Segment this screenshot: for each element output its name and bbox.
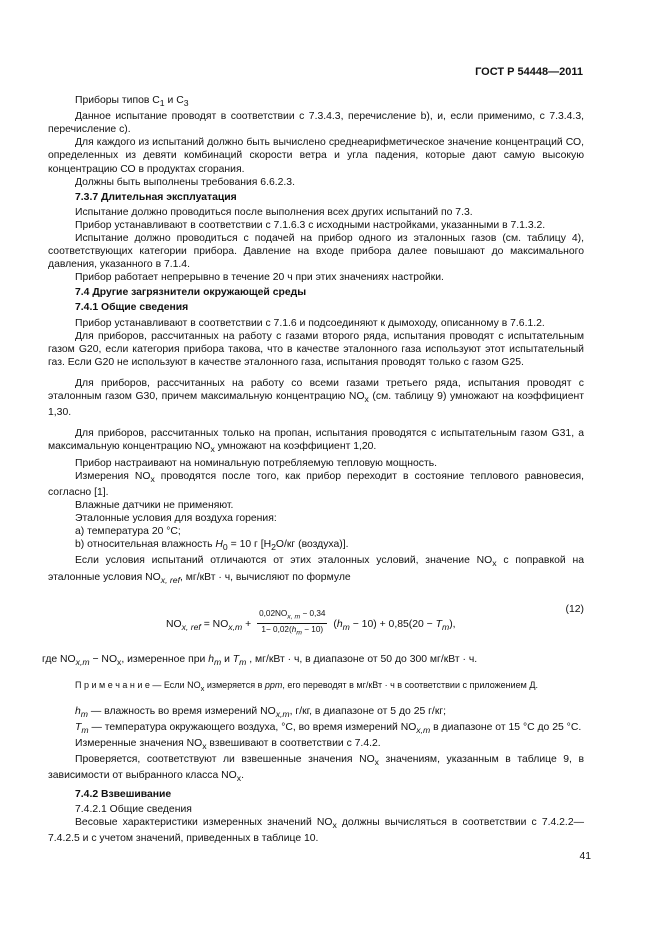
definition: $T_m$ — температура окружающего воздуха, °С, во время измерений $NO_{x,m}$ в диапазоне от 15 °С до 25 °С.: [75, 721, 582, 736]
page-content: [42, 94, 584, 845]
list-item: a) температура 20 °С;: [75, 526, 181, 538]
paragraph: Должны быть выполнены требования 6.6.2.3.: [75, 176, 295, 188]
formula-12: [48, 601, 584, 641]
paragraph: Приборы типов $C_1$ и $C_3$: [75, 95, 189, 109]
paragraph: Испытание должно проводиться с подачей на прибор одного из эталонных газов (см. таблицу 4), соответствующих категории прибора. Давление на входе прибора далее повышают до максимального давления, указанного в 7.1.4.: [48, 233, 584, 271]
definition: $h_m$ — влажность во время измерений $NO_{x,m}$, г/кг, в диапазоне от 5 до 25 г/кг;: [75, 705, 447, 719]
paragraph: Измеренные значения $NO_x$ взвешивают в соответствии с 7.4.2.: [75, 738, 381, 752]
paragraph: Для приборов, рассчитанных на работу с газами второго ряда, испытания проводят с испытательным газом G20, если категория прибора такова, что в качестве эталонного газа используют этот испытательный газ. Если G20 не используют в качестве эталонного газа, испытания проводят только с газом G25.: [48, 330, 584, 368]
page-number: 41: [579, 851, 591, 862]
paragraph: Весовые характеристики измеренных значений $NO_x$ должны вычисляться в соответствии с 7.4.2.2—7.4.2.5 и с учетом значений, приведенных в таблице 10.: [48, 816, 584, 845]
section-heading: 7.4 Другие загрязнители окружающей среды: [75, 287, 307, 299]
subsection-heading: 7.4.2.1 Общие сведения: [75, 803, 192, 815]
formula-number: (12): [565, 603, 584, 615]
paragraph: Эталонные условия для воздуха горения:: [75, 513, 277, 525]
formula-where: где $NO_{x,m} - NO_x$, измеренное при $h_m$ и $T_m$ , мг/кВт · ч, в диапазоне от 50 до 300 мг/кВт · ч.: [42, 653, 478, 667]
paragraph: Прибор работает непрерывно в течение 20 ч при этих значениях настройки.: [75, 272, 444, 284]
standard-header: ГОСТ Р 54448—2011: [475, 66, 583, 78]
paragraph: Данное испытание проводят в соответствии с 7.3.4.3, перечисление b), и, если применимо, с 7.3.4.3, перечисление с).: [48, 111, 584, 136]
paragraph: Если условия испытаний отличаются от этих эталонных условий, значение $NO_x$ с поправкой на эталонные условия $NO_{x, ref}$, мг/кВт · ч, вычисляют по формуле: [48, 555, 584, 585]
paragraph: Для приборов, рассчитанных на работу со всеми газами третьего ряда, испытания проводят с эталонным газом G30, причем максимальную концентрацию $NO_x$ (см. таблицу 9) умножают на коэффициент 1,30.: [48, 377, 584, 419]
note: П р и м е ч а н и е — Если $NO_x$ измеряется в ppm, его переводят в мг/кВт · ч в соответствии с приложением Д.: [75, 679, 538, 693]
formula-body: $NO_{x, ref} = NO_{x,m}$ + $\frac{0,02NO_{x, m} - 0,34}{1- 0,02(h_m - 10)}$ $(h_m - 10) + 0,85(20 - T_m)$,: [166, 608, 456, 638]
paragraph: Испытание должно проводиться после выполнения всех других испытаний по 7.3.: [75, 206, 473, 218]
formula-fraction: $\frac{0,02NO_{x, m} - 0,34}{1- 0,02(h_m - 10)}$: [259, 608, 326, 638]
paragraph: Для приборов, рассчитанных только на пропан, испытания проводятся с испытательным газом G31, а максимальную концентрацию $NO_x$ умножают на коэффициент 1,20.: [48, 428, 584, 455]
paragraph: Проверяется, соответствуют ли взвешенные значения $NO_x$ значениям, указанным в таблице 9, в зависимости от выбранного класса $NO_x$.: [48, 754, 584, 784]
section-heading: 7.3.7 Длительная эксплуатация: [75, 191, 237, 203]
paragraph: Влажные датчики не применяют.: [75, 499, 234, 511]
paragraph: Прибор настраивают на номинальную потребляемую тепловую мощность.: [75, 457, 438, 469]
paragraph: Прибор устанавливают в соответствии с 7.1.6.3 с исходными настройками, указанными в 7.1.3.2.: [75, 219, 546, 231]
paragraph: Для каждого из испытаний должно быть вычислено среднеарифметическое значение концентраций СО, определенных из девяти комбинаций скорости ветра и угла падения, которые дают самую высокую концентрацию СО в продуктах сгорания.: [48, 137, 584, 175]
paragraph: Измерения $NO_x$ проводятся после того, как прибор переходит в состояние теплового равновесия, согласно [1].: [48, 470, 584, 498]
section-heading: 7.4.1 Общие сведения: [75, 302, 189, 314]
section-heading: 7.4.2 Взвешивание: [75, 788, 172, 800]
list-item: b) относительная влажность $H_0 = 10$ г [$H_2O/кг$ (воздуха)].: [75, 539, 349, 553]
paragraph: Прибор устанавливают в соответствии с 7.1.6 и подсоединяют к дымоходу, описанному в 7.6.1.2.: [75, 317, 545, 329]
